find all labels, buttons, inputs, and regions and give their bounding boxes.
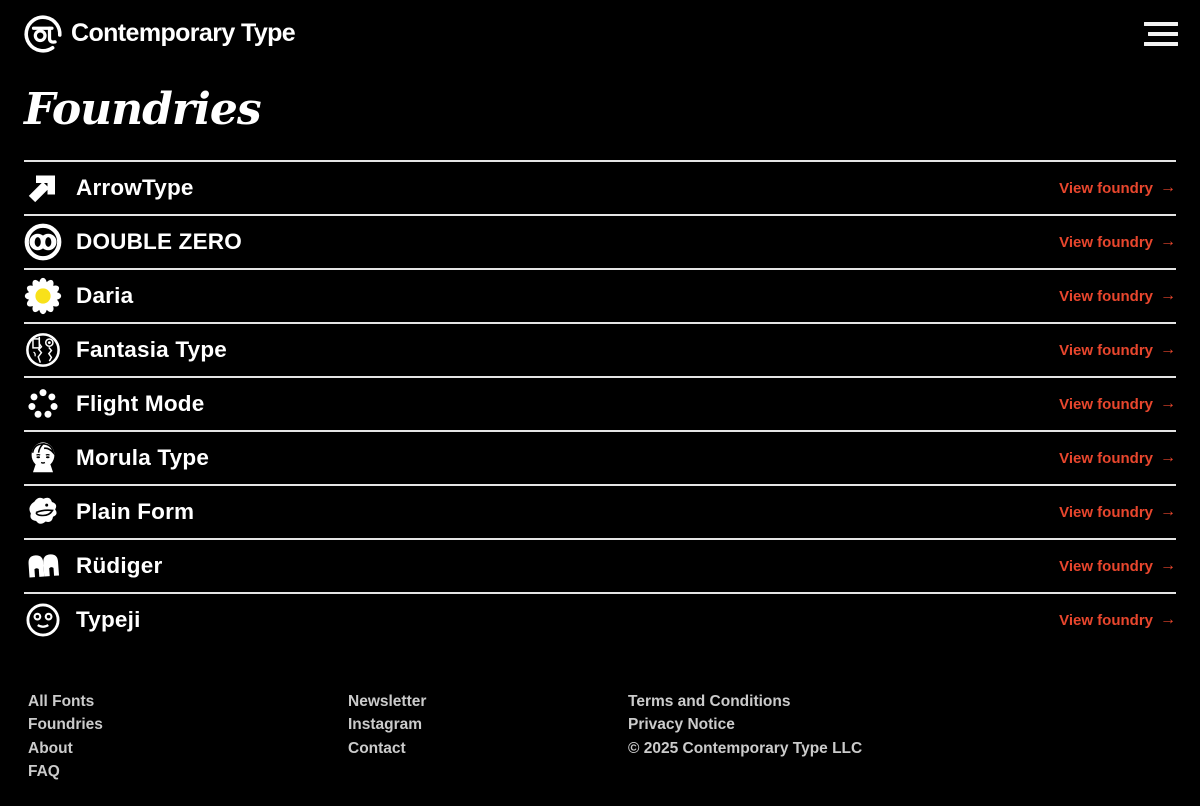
foundry-row[interactable] <box>24 592 1176 646</box>
foundry-name: Morula Type <box>76 445 210 470</box>
right-arrow-icon: → <box>1160 340 1176 358</box>
footer-link[interactable]: Contact <box>348 739 406 757</box>
arrow-up-right-icon <box>24 169 62 207</box>
foundry-name: Plain Form <box>76 499 195 524</box>
foundry-row[interactable] <box>24 214 1176 268</box>
view-foundry-label: View foundry <box>1059 233 1153 251</box>
footer-link[interactable]: All Fonts <box>28 693 95 710</box>
site-header <box>0 0 1200 56</box>
at-sign-logo-icon <box>22 13 64 55</box>
view-foundry-link[interactable] <box>1059 287 1176 305</box>
foundry-name: DOUBLE ZERO <box>76 229 242 254</box>
view-foundry-label: View foundry <box>1059 395 1153 413</box>
footer-column-legal <box>628 690 862 783</box>
view-foundry-link[interactable] <box>1059 341 1176 359</box>
foundry-row[interactable] <box>24 484 1176 538</box>
footer-link[interactable]: Foundries <box>28 716 103 734</box>
right-arrow-icon: → <box>1160 610 1176 628</box>
foundry-row[interactable] <box>24 538 1176 592</box>
view-foundry-link[interactable] <box>1059 233 1176 251</box>
foundry-row[interactable] <box>24 160 1176 214</box>
right-arrow-icon: → <box>1160 178 1176 196</box>
brand-name: Contemporary Type <box>71 19 296 47</box>
footer-link[interactable]: Instagram <box>348 716 423 734</box>
foundry-row[interactable] <box>24 430 1176 484</box>
view-foundry-label: View foundry <box>1059 179 1153 197</box>
footer-link[interactable]: FAQ <box>28 762 60 780</box>
double-r-letters-icon <box>24 547 62 585</box>
view-foundry-label: View foundry <box>1059 557 1153 575</box>
foundry-name: Daria <box>76 283 134 308</box>
page-title: Foundries <box>24 84 261 135</box>
view-foundry-label: View foundry <box>1059 449 1153 467</box>
right-arrow-icon: → <box>1160 502 1176 520</box>
view-foundry-link[interactable] <box>1059 395 1176 413</box>
footer-link[interactable]: Terms and Conditions <box>628 693 791 710</box>
footer-link[interactable]: Newsletter <box>348 693 427 710</box>
foundry-row[interactable] <box>24 322 1176 376</box>
hamburger-bar <box>1144 22 1178 26</box>
smiley-face-icon <box>24 601 62 639</box>
footer-column-social <box>348 690 628 783</box>
view-foundry-label: View foundry <box>1059 503 1153 521</box>
view-foundry-link[interactable] <box>1059 179 1176 197</box>
hamburger-bar <box>1148 32 1178 36</box>
right-arrow-icon: → <box>1160 448 1176 466</box>
footer-link[interactable]: Privacy Notice <box>628 716 735 734</box>
double-zero-icon <box>24 223 62 261</box>
daisy-flower-icon <box>24 277 62 315</box>
brand-logo[interactable] <box>22 13 295 55</box>
foundry-name: Rüdiger <box>76 553 163 578</box>
site-footer <box>0 690 1200 783</box>
person-head-icon <box>24 439 62 477</box>
foundry-row[interactable] <box>24 376 1176 430</box>
view-foundry-label: View foundry <box>1059 611 1153 629</box>
view-foundry-link[interactable] <box>1059 503 1176 521</box>
foundry-name: Typeji <box>76 607 141 632</box>
hamburger-bar <box>1144 42 1178 46</box>
right-arrow-icon: → <box>1160 232 1176 250</box>
view-foundry-link[interactable] <box>1059 449 1176 467</box>
dotted-spinner-icon <box>24 385 62 423</box>
right-arrow-icon: → <box>1160 394 1176 412</box>
foundry-list <box>24 160 1176 646</box>
foundry-row[interactable] <box>24 268 1176 322</box>
cloud-blob-face-icon <box>24 493 62 531</box>
right-arrow-icon: → <box>1160 556 1176 574</box>
hamburger-menu-icon[interactable] <box>1144 21 1178 47</box>
foundry-name: Flight Mode <box>76 391 205 416</box>
footer-column-site <box>28 690 348 783</box>
view-foundry-link[interactable] <box>1059 611 1176 629</box>
right-arrow-icon: → <box>1160 286 1176 304</box>
view-foundry-link[interactable] <box>1059 557 1176 575</box>
foundry-name: Fantasia Type <box>76 337 227 362</box>
footer-link[interactable]: About <box>28 739 73 757</box>
copyright-text: © 2025 Contemporary Type LLC <box>628 739 863 757</box>
foundry-name: ArrowType <box>76 175 194 200</box>
view-foundry-label: View foundry <box>1059 287 1153 305</box>
view-foundry-label: View foundry <box>1059 341 1153 359</box>
abstract-faces-circle-icon <box>24 331 62 369</box>
